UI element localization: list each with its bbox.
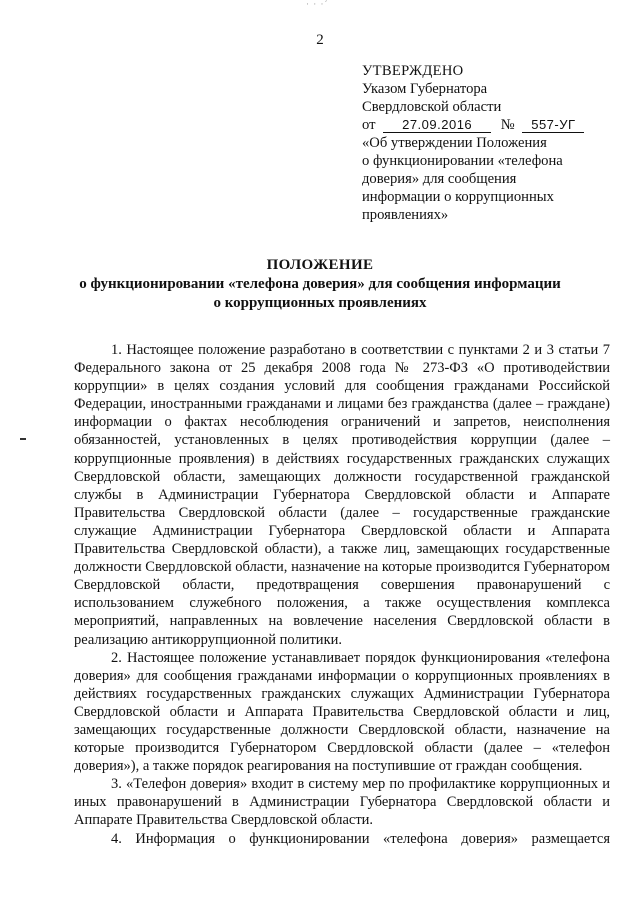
title-subheading: о функционировании «телефона доверия» для сообщения информации bbox=[79, 276, 561, 292]
approval-subject-line: «Об утверждении Положения bbox=[362, 135, 547, 151]
margin-mark bbox=[20, 438, 26, 440]
approval-subject-line: о функционировании «телефона bbox=[362, 153, 563, 169]
approval-heading: УТВЕРЖДЕНО bbox=[362, 63, 464, 79]
number-sign: № bbox=[500, 117, 515, 133]
paragraph-3: 3. «Телефон доверия» входит в систему мер по профилактике коррупционных и иных правонарушений в Администрации Губернатора Свердловской области и Аппарате Правительства Свердловской области. bbox=[74, 776, 610, 829]
from-label: от bbox=[362, 117, 376, 133]
title-subheading: о коррупционных проявлениях bbox=[213, 295, 427, 311]
decree-date: 27.09.2016 bbox=[383, 117, 491, 133]
document-title bbox=[0, 256, 640, 313]
page-number: 2 bbox=[316, 32, 324, 48]
title-heading: ПОЛОЖЕНИЕ bbox=[266, 257, 374, 273]
approval-date-number-line bbox=[362, 116, 622, 134]
scan-artifact: · · ·´ bbox=[306, 0, 329, 9]
paragraph-2: 2. Настоящее положение устанавливает порядок функционирования «телефона доверия» для сообщения гражданами информации о коррупционных проявлениях в действиях государственных гражданских служащих Администрации Губернатора Свердловской области и Аппарата Правительства Свердловской области и лиц, замещающих государственные должности Свердловской области, назначение на которые производится Губернатором Свердловской области (далее – «телефон доверия»), а также порядок реагирования на поступившие от граждан сообщения. bbox=[74, 649, 610, 775]
document-body bbox=[74, 341, 610, 848]
paragraph-4: 4. Информация о функционировании «телефона доверия» размещается bbox=[111, 830, 610, 847]
approval-subject-line: информации о коррупционных bbox=[362, 189, 554, 205]
approval-subject-line: проявлениях» bbox=[362, 207, 449, 223]
approval-subject-line: доверия» для сообщения bbox=[362, 171, 517, 187]
decree-number: 557-УГ bbox=[522, 117, 584, 133]
approval-line-decree: Указом Губернатора bbox=[362, 81, 488, 97]
approval-block bbox=[362, 62, 622, 224]
approval-line-region: Свердловской области bbox=[362, 99, 502, 115]
paragraph-1: 1. Настоящее положение разработано в соответствии с пунктами 2 и 3 статьи 7 Федерального закона от 25 декабря 2008 года № 273-ФЗ «О противодействии коррупции» в целях создания условий для сообщения гражданами Российской Федерации, иностранными гражданами и лицами без гражданства (далее – граждане) информации о фактах несоблюдения ограничений и запретов, неисполнения обязанностей, установленных в целях противодействия коррупции (далее – коррупционные проявления) в действиях государственных гражданских служащих Свердловской области, замещающих должности государственной гражданской службы в Администрации Губернатора Свердловской области и Аппарате Правительства Свердловской области (далее – государственные гражданские служащие Администрации Губернатора Свердловской области и Аппарата Правительства Свердловской области), а также лиц, замещающих государственные должности Свердловской области, назначение на которые производится Губернатором Свердловской области, предотвращения совершения правонарушений с использованием служебного положения, а также осуществления комплекса мероприятий, направленных на вовлечение населения Свердловской области в реализацию антикоррупционной политики. bbox=[74, 342, 610, 648]
